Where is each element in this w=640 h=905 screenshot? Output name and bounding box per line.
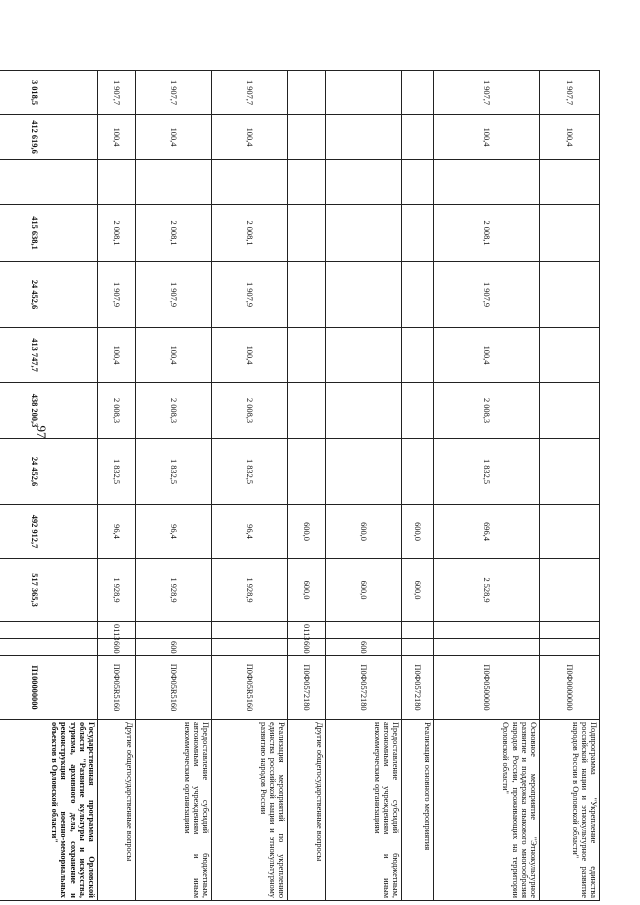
amount-cell: 96,4: [98, 505, 136, 559]
amount-cell: 96,4: [212, 505, 288, 559]
item-name-cell: Подпрограмма "Укрепление единства российской нации и этнокультурное развитие народов России в Орловской области": [540, 720, 600, 901]
amount-cell: [540, 262, 600, 328]
section-code-cell: [326, 622, 402, 639]
amount-cell: 100,4: [434, 115, 540, 160]
amount-cell: 600,0: [288, 505, 326, 559]
amount-cell: 2 008,3: [136, 383, 212, 439]
budget-table: [0, 70, 600, 901]
amount-cell: 600,0: [288, 559, 326, 622]
expense-type-cell: [0, 639, 98, 656]
table-row: [98, 71, 136, 901]
amount-cell: 517 365,3: [0, 559, 98, 622]
target-code-cell: П100000000: [0, 656, 98, 720]
amount-cell: [402, 439, 434, 505]
amount-cell: [288, 328, 326, 383]
amount-cell: 1 907,7: [212, 71, 288, 115]
amount-cell: 600,0: [402, 559, 434, 622]
amount-cell: 100,4: [434, 328, 540, 383]
amount-cell: 696,4: [434, 505, 540, 559]
expense-type-cell: [402, 639, 434, 656]
amount-cell: [326, 439, 402, 505]
amount-cell: 492 912,7: [0, 505, 98, 559]
amount-cell: 2 008,1: [434, 205, 540, 262]
amount-cell: [288, 439, 326, 505]
amount-cell: 1 907,7: [98, 71, 136, 115]
section-code-cell: [402, 622, 434, 639]
amount-cell: 600,0: [326, 505, 402, 559]
section-code-cell: 0113: [98, 622, 136, 639]
expense-type-cell: [434, 639, 540, 656]
amount-cell: 415 638,1: [0, 205, 98, 262]
expense-type-cell: 600: [326, 639, 402, 656]
amount-cell: 2 008,1: [98, 205, 136, 262]
expense-type-cell: 600: [136, 639, 212, 656]
amount-cell: [212, 160, 288, 205]
table-row: [434, 71, 540, 901]
amount-cell: 100,4: [540, 115, 600, 160]
item-name-cell: Другие общегосударственные вопросы: [98, 720, 136, 901]
amount-cell: [540, 559, 600, 622]
amount-cell: 1 832,5: [98, 439, 136, 505]
amount-cell: [326, 71, 402, 115]
amount-cell: [0, 160, 98, 205]
table-row: [402, 71, 434, 901]
item-name-cell: Реализация мероприятий по укреплению единства российской нации и этнокультурному развитию народов России: [212, 720, 288, 901]
amount-cell: [326, 160, 402, 205]
amount-cell: 100,4: [212, 328, 288, 383]
amount-cell: 600,0: [402, 505, 434, 559]
amount-cell: 100,4: [98, 328, 136, 383]
expense-type-cell: [212, 639, 288, 656]
section-code-cell: [434, 622, 540, 639]
amount-cell: 100,4: [136, 115, 212, 160]
amount-cell: 96,4: [136, 505, 212, 559]
amount-cell: [98, 160, 136, 205]
target-code-cell: П0Ф0500000: [434, 656, 540, 720]
table-row: [326, 71, 402, 901]
amount-cell: 2 528,9: [434, 559, 540, 622]
target-code-cell: П0Ф0572180: [326, 656, 402, 720]
expense-type-cell: 600: [288, 639, 326, 656]
amount-cell: [540, 439, 600, 505]
amount-cell: [402, 115, 434, 160]
amount-cell: [402, 328, 434, 383]
amount-cell: 100,4: [212, 115, 288, 160]
table-row: [288, 71, 326, 901]
amount-cell: 1 907,9: [136, 262, 212, 328]
amount-cell: [402, 160, 434, 205]
amount-cell: [326, 383, 402, 439]
amount-cell: [402, 71, 434, 115]
amount-cell: [540, 383, 600, 439]
amount-cell: [540, 160, 600, 205]
amount-cell: 2 008,1: [212, 205, 288, 262]
amount-cell: 600,0: [326, 559, 402, 622]
amount-cell: [288, 115, 326, 160]
item-name-cell: Предоставление субсидий бюджетным, автономным учреждениям и иным некоммерческим организациям: [136, 720, 212, 901]
section-code-cell: [136, 622, 212, 639]
amount-cell: 100,4: [98, 115, 136, 160]
expense-type-cell: 600: [98, 639, 136, 656]
amount-cell: 1 907,7: [136, 71, 212, 115]
amount-cell: 1 928,9: [212, 559, 288, 622]
amount-cell: 1 928,9: [98, 559, 136, 622]
target-code-cell: П0Ф0572180: [288, 656, 326, 720]
amount-cell: 413 747,7: [0, 328, 98, 383]
amount-cell: 1 832,5: [212, 439, 288, 505]
section-code-cell: [212, 622, 288, 639]
target-code-cell: П0Ф05R5160: [98, 656, 136, 720]
amount-cell: 1 832,5: [434, 439, 540, 505]
amount-cell: 1 928,9: [136, 559, 212, 622]
section-code-cell: 0113: [288, 622, 326, 639]
amount-cell: 3 018,5: [0, 71, 98, 115]
table-row: [212, 71, 288, 901]
table-row: [136, 71, 212, 901]
amount-cell: [540, 205, 600, 262]
amount-cell: [326, 205, 402, 262]
amount-cell: [402, 262, 434, 328]
amount-cell: [434, 160, 540, 205]
amount-cell: [288, 383, 326, 439]
amount-cell: [540, 328, 600, 383]
table-row: [540, 71, 600, 901]
amount-cell: [402, 205, 434, 262]
target-code-cell: П0Ф05R5160: [212, 656, 288, 720]
table-row: [0, 71, 98, 901]
amount-cell: 438 200,3: [0, 383, 98, 439]
amount-cell: [402, 383, 434, 439]
page-number: 97: [34, 425, 49, 439]
amount-cell: 1 907,9: [434, 262, 540, 328]
item-name-cell: Основное мероприятие "Этнокультурное развитие и поддержка языкового многообразия народов России, проживающих на территории Орловской области": [434, 720, 540, 901]
amount-cell: [136, 160, 212, 205]
amount-cell: 24 452,6: [0, 439, 98, 505]
target-code-cell: П0Ф05R5160: [136, 656, 212, 720]
target-code-cell: П0Ф0000000: [540, 656, 600, 720]
amount-cell: 1 907,9: [212, 262, 288, 328]
section-code-cell: [0, 622, 98, 639]
amount-cell: 1 907,7: [434, 71, 540, 115]
item-name-cell: Реализация основного мероприятия: [402, 720, 434, 901]
item-name-cell: Предоставление субсидий бюджетным, автономным учреждениям и иным некоммерческим организациям: [326, 720, 402, 901]
amount-cell: [288, 205, 326, 262]
amount-cell: 1 832,5: [136, 439, 212, 505]
amount-cell: 100,4: [136, 328, 212, 383]
section-code-cell: [540, 622, 600, 639]
target-code-cell: П0Ф0572180: [402, 656, 434, 720]
amount-cell: 412 619,6: [0, 115, 98, 160]
amount-cell: 2 008,3: [98, 383, 136, 439]
amount-cell: [326, 328, 402, 383]
amount-cell: [326, 115, 402, 160]
amount-cell: 1 907,9: [98, 262, 136, 328]
amount-cell: [288, 262, 326, 328]
amount-cell: 2 008,1: [136, 205, 212, 262]
amount-cell: [288, 160, 326, 205]
amount-cell: [326, 262, 402, 328]
amount-cell: 24 452,6: [0, 262, 98, 328]
expense-type-cell: [540, 639, 600, 656]
item-name-cell: Государственная программа Орловской области "Развитие культуры и искусства, туризма, архивного дела, сохранение и реконструкция военно-мемориальных объектов в Орловской области": [0, 720, 98, 901]
amount-cell: [288, 71, 326, 115]
item-name-cell: Другие общегосударственные вопросы: [288, 720, 326, 901]
amount-cell: [540, 505, 600, 559]
amount-cell: 1 907,7: [540, 71, 600, 115]
amount-cell: 2 008,3: [434, 383, 540, 439]
amount-cell: 2 008,3: [212, 383, 288, 439]
